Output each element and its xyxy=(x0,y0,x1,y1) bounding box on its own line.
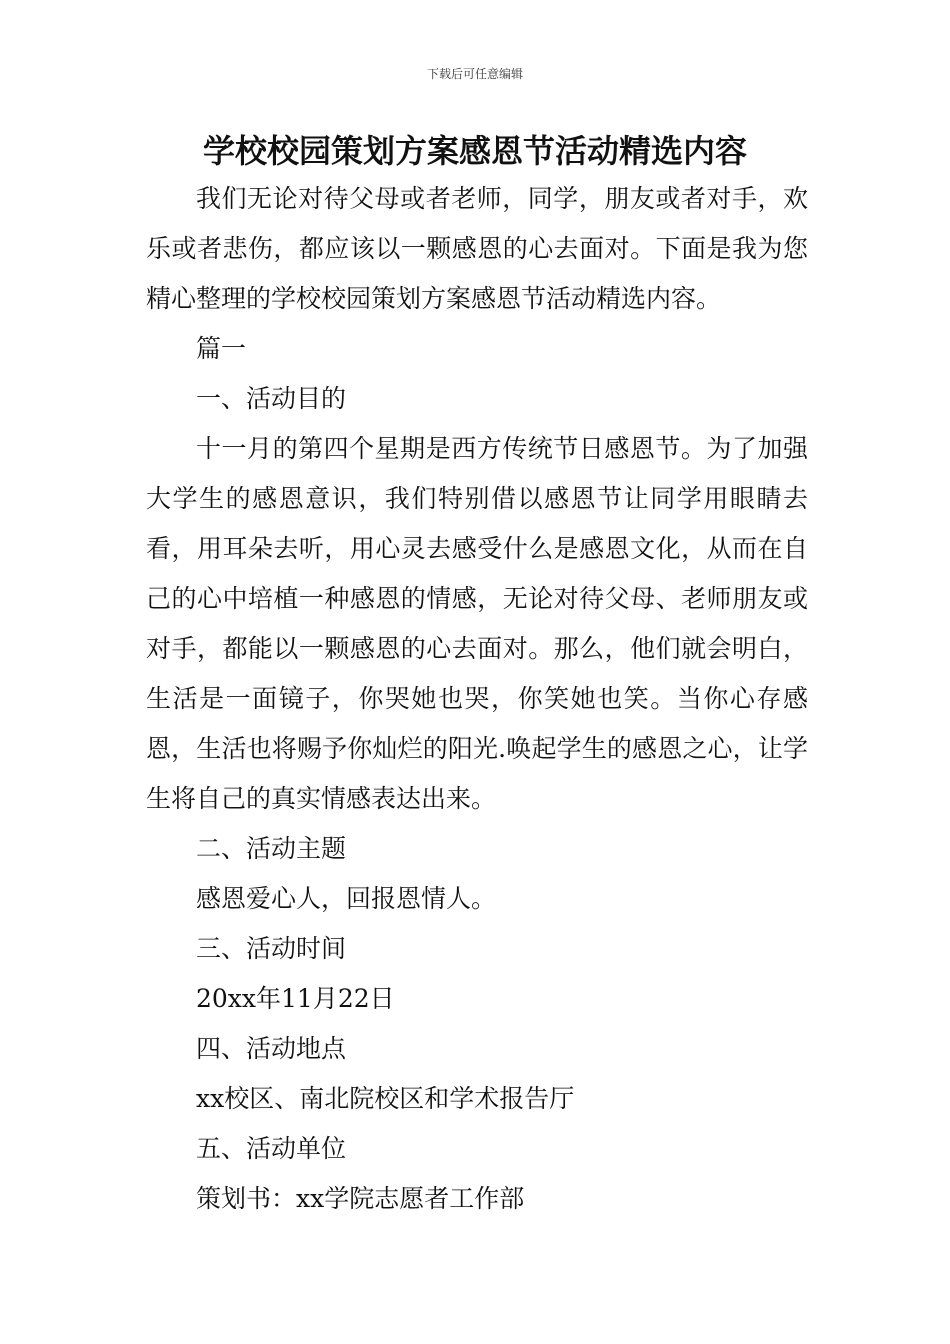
heading-organizer: 五、活动单位 xyxy=(196,1134,347,1163)
document-body xyxy=(146,174,808,1224)
theme-paragraph: 感恩爱心人，回报恩情人。 xyxy=(196,884,497,913)
time-paragraph: 20xx年11月22日 xyxy=(196,984,395,1013)
document-title: 学校校园策划方案感恩节活动精选内容 xyxy=(202,132,747,170)
location-paragraph: xx校区、南北院校区和学术报告厅 xyxy=(196,1084,575,1113)
intro-paragraph: 我们无论对待父母或者老师，同学，朋友或者对手，欢乐或者悲伤，都应该以一颗感恩的心去面对。下面是我为您精心整理的学校校园策划方案感恩节活动精选内容。 xyxy=(146,184,808,313)
heading-theme: 二、活动主题 xyxy=(196,834,347,863)
organizer-paragraph: 策划书：xx学院志愿者工作部 xyxy=(196,1184,525,1213)
purpose-paragraph: 十一月的第四个星期是西方传统节日感恩节。为了加强大学生的感恩意识，我们特别借以感恩节让同学用眼睛去看，用耳朵去听，用心灵去感受什么是感恩文化，从而在自己的心中培植一种感恩的情感，无论对待父母、老师朋友或对手，都能以一颗感恩的心去面对。那么，他们就会明白，生活是一面镜子，你哭她也哭，你笑她也笑。当你心存感恩，生活也将赐予你灿烂的阳光.唤起学生的感恩之心，让学生将自己的真实情感表达出来。 xyxy=(146,434,808,813)
heading-location: 四、活动地点 xyxy=(196,1034,347,1063)
heading-time: 三、活动时间 xyxy=(196,934,347,963)
page-header-note: 下载后可任意编辑 xyxy=(426,67,523,81)
section-label: 篇一 xyxy=(196,334,247,363)
heading-purpose: 一、活动目的 xyxy=(196,384,347,413)
